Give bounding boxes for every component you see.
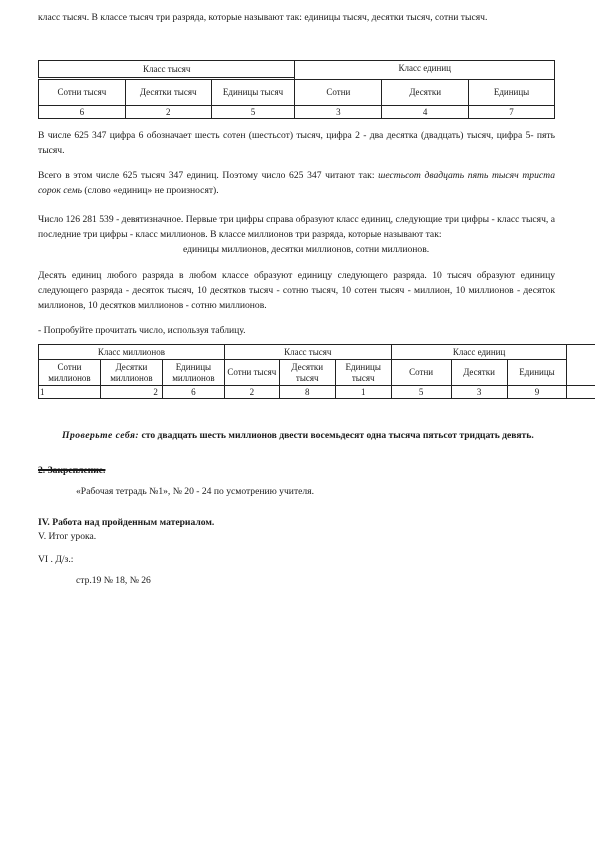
- intro-paragraph: класс тысяч. В классе тысяч три разряда, которые называют так: единицы тысяч, десятки тысяч, сотни тысяч.: [38, 12, 488, 23]
- header-cell: Сотни: [391, 360, 451, 386]
- header-cell: Сотни тысяч: [39, 80, 126, 106]
- homework-pages: стр.19 № 18, № 26: [76, 575, 151, 586]
- section-homework: VI . Д/з.:: [38, 554, 74, 565]
- value-cell: 3: [451, 386, 507, 399]
- check-answer: Проверьте себя: сто двадцать шесть миллионов двести восемьдесят одна тысяча пятьсот тридцать девять.: [62, 430, 534, 441]
- value-cell: 2: [224, 386, 279, 399]
- value-cell: 1: [335, 386, 391, 399]
- header-cell: Сотни тысяч: [224, 360, 279, 386]
- value-cell: 6: [39, 106, 126, 119]
- workbook-task: «Рабочая тетрадь №1», № 20 - 24 по усмотрению учителя.: [76, 486, 314, 497]
- header-class-thousands: Класс тысяч: [224, 345, 391, 360]
- header-cell: Десятки тысяч: [279, 360, 335, 386]
- header-cell: Единицы тысяч: [211, 80, 295, 106]
- place-value-table-2: [38, 344, 595, 399]
- value-cell: 9: [507, 386, 567, 399]
- header-cell: Единицы: [507, 360, 567, 386]
- value-cell: 7: [469, 106, 555, 119]
- header-cell: Сотни миллионов: [39, 360, 101, 386]
- value-cell: 3: [295, 106, 382, 119]
- value-cell: 2: [100, 386, 162, 399]
- header-cell: Единицы: [469, 80, 555, 106]
- header-cell: Единицы миллионов: [162, 360, 224, 386]
- header-cell: Десятки: [451, 360, 507, 386]
- paragraph-reading: Всего в этом числе 625 тысяч 347 единиц. Поэтому число 625 347 читают так: шестьсот двадцать пять тысяч триста сорок семь (слово «единиц» не произносят).: [38, 170, 556, 196]
- value-cell: 1: [39, 386, 101, 399]
- value-cell: 8: [279, 386, 335, 399]
- value-cell: 5: [391, 386, 451, 399]
- section-consolidation: 2. Закрепление.: [38, 465, 106, 476]
- header-cell: Сотни: [295, 80, 382, 106]
- header-class-thousands: Класс тысяч: [39, 61, 295, 78]
- section-review: IV. Работа над пройденным материалом.: [38, 517, 215, 528]
- header-class-units: Класс единиц: [391, 345, 567, 360]
- paragraph-nine-digit: Число 126 281 539 - девятизначное. Первые три цифры справа образуют класс единиц, следующие три цифры - класс тысяч, а последние три цифры - класс миллионов. В классе миллионов три разряда, которые называют так:: [38, 214, 555, 240]
- header-class-millions: Класс миллионов: [39, 345, 225, 360]
- task-prompt: - Попробуйте прочитать число, используя таблицу.: [38, 325, 246, 336]
- paragraph-million-places: единицы миллионов, десятки миллионов, сотни миллионов.: [183, 244, 430, 255]
- paragraph-digits: В числе 625 347 цифра 6 обозначает шесть сотен (шестьсот) тысяч, цифра 2 - два десятка (двадцать) тысяч, цифра 5- пять тысяч.: [38, 130, 555, 156]
- header-cell: Десятки тысяч: [125, 80, 211, 106]
- header-cell: Единицы тысяч: [335, 360, 391, 386]
- place-value-table-1: [38, 60, 555, 119]
- value-cell: 4: [382, 106, 469, 119]
- paragraph-ten-units: Десять единиц любого разряда в любом классе образуют единицу следующего разряда. 10 тысяч образуют единицу следующего разряда - десяток тысяч, 10 десятков тысяч - сотню тысяч, 10 сотен тысяч - миллион, 10 миллионов - десяток миллионов, 10 десятков миллионов - сотню миллионов.: [38, 270, 555, 311]
- value-cell: 5: [211, 106, 295, 119]
- value-cell: 6: [162, 386, 224, 399]
- value-cell: 2: [125, 106, 211, 119]
- section-summary: V. Итог урока.: [38, 531, 97, 542]
- header-class-units: Класс единиц: [295, 61, 555, 80]
- header-cell: Десятки миллионов: [100, 360, 162, 386]
- header-cell: Десятки: [382, 80, 469, 106]
